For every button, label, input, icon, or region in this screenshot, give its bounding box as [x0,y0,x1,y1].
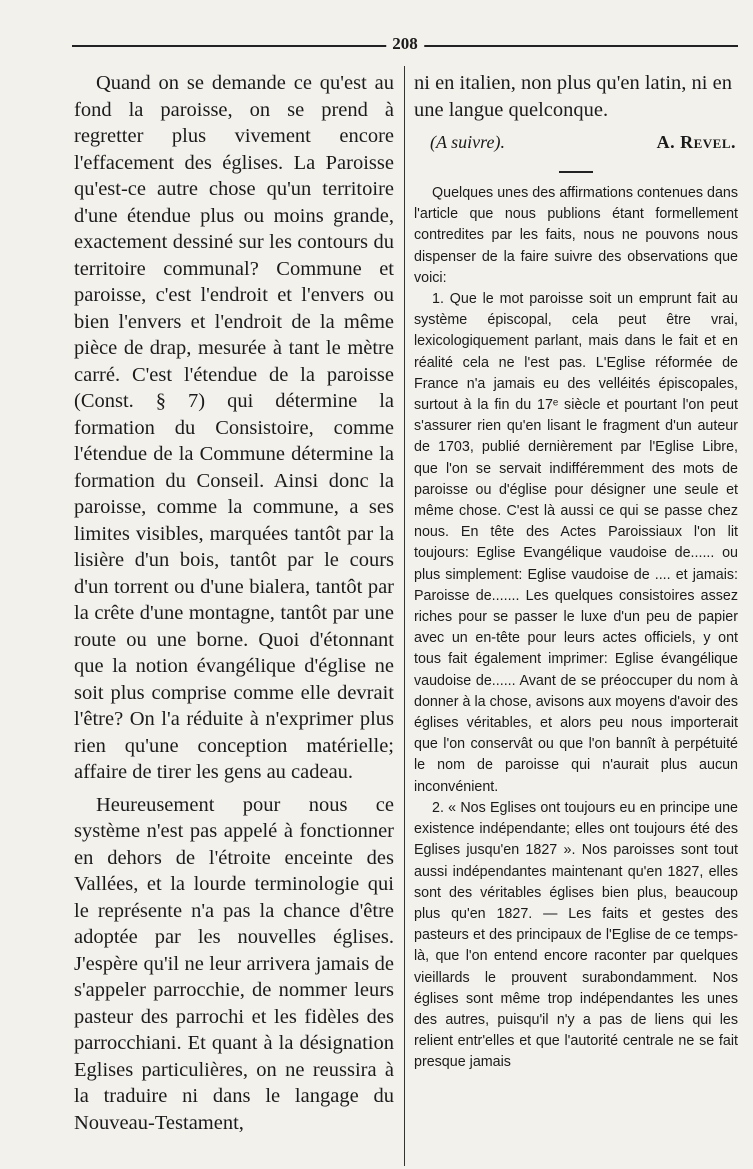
note-paragraph-3: 2. « Nos Eglises ont toujours eu en principe une existence indépendante; elles ont toujours été des Eglises jusqu'en 1827 ». Nos paroisses sont tout aussi indépendantes maintenant qu'en 1827, elles sont des véritables églises bien plus, beaucoup plus qu'en 1827. — Les faits et gestes des pasteurs et des principaux de l'Eglise de ce temps-là, que l'on entend encore raconter par quelques vieillards le prouvent surabondamment. Nos églises sont même trop indépendantes les unes des autres, puisqu'il n'y a pas de liens qui les relient entr'elles et que l'autorité centrale ne se fait presque jamais [414,799,738,1071]
article-continuation: ni en italien, non plus qu'en latin, ni en une langue quelconque. [414,72,732,121]
left-paragraph-2: Heureusement pour nous ce système n'est pas appelé à fonctionner en dehors de l'étroite enceinte des Vallées, et la lourde terminologie qui le représente n'a pas la chance d'être adoptée par les nouvelles églises. J'espère qu'il ne leur arrivera jamais de s'appeler parrocchie, de nommer leurs pasteur des parrochi et les fidèles des parrocchiani. Et quant à la désignation Eglises particulières, on ne reussira à la traduire ni dans le langage du Nouveau-Testament, [74,793,394,1134]
page-header [72,34,738,58]
note-paragraph-2: 1. Que le mot paroisse soit un emprunt fait au système épiscopal, cela peut être vrai, lexicologiquement parlant, mais dans le fait et en réalité cela ne l'est pas. L'Eglise réformée de France n'a jamais eu des velléités épiscopales, surtout à la fin du 17ᵉ siècle et pourtant l'on peut s'assurer rien qu'en lisant le fragment d'un auteur de 1703, publié dernièrement par l'Eglise Libre, que l'on se servait indifféremment des mots de paroisse ou d'église pour désigner une seule et même chose. C'est là aussi ce qui se passe chez nous. En tête des Actes Paroissiaux l'on lit toujours: Eglise Evangélique vaudoise de...... ou plus simplement: Eglise vaudoise de .... et jamais: Paroisse de....... Les quelques consistoires assez riches pour se passer le luxe d'un peu de papier avec un en-tête pour leurs actes officiels, y ont tous fait également imprimer: Eglise évangélique vaudoise de...... Avant de se préoccuper du nom à donner à la chose, avisons aux moyens d'avoir des églises véritables, et alors peu nous importerait que l'on conservât ou que l'on bannît à perpétuité le nom de paroisse qui n'aurait plus aucun inconvénient. [414,291,738,795]
left-paragraph-1: Quand on se demande ce qu'est au fond la paroisse, on se prend à regretter plus vivement encore l'effacement des églises. La Paroisse qu'est-ce autre chose qu'un territoire d'une étendue plus ou moins grande, exactement dessiné sur les contours du territoire communal? Commune et paroisse, c'est l'endroit et l'envers ou bien l'envers et l'endroit de la même pièce de drap, mesurée à tant le mètre carré. C'est l'étendue de la paroisse (Const. § 7) qui détermine la formation du Consistoire, comme l'étendue de la Commune détermine la formation du Conseil. Ainsi donc la paroisse, comme la commune, a ses limites visibles, marquées tantôt par la lisière d'un bois, tantôt par le cours d'un torrent ou d'une bialera, tantôt par la crête d'une montagne, tantôt par une route ou une borne. Quoi d'étonnant que la notion évangélique d'église ne soit plus comprise comme elle devrait l'être? On l'a réduite à n'exprimer plus rien qu'une conception matérielle; affaire de tirer les gens au cadeau. [74,72,394,783]
editorial-note [414,183,738,1074]
separator-rule [559,171,593,173]
page-number: 208 [386,34,424,54]
to-be-continued: (A suivre). [430,132,505,152]
article-signature [414,129,738,155]
left-column [74,70,394,1136]
right-column [414,70,738,1074]
author-name: A. Revel. [656,132,736,152]
section-separator [414,165,738,175]
note-paragraph-1: Quelques unes des affirmations contenues dans l'article que nous publions étant formellement contredites par les faits, nous ne pouvons nous dispenser de la faire suivre des observations que voici: [414,185,738,286]
column-divider [404,66,405,1166]
